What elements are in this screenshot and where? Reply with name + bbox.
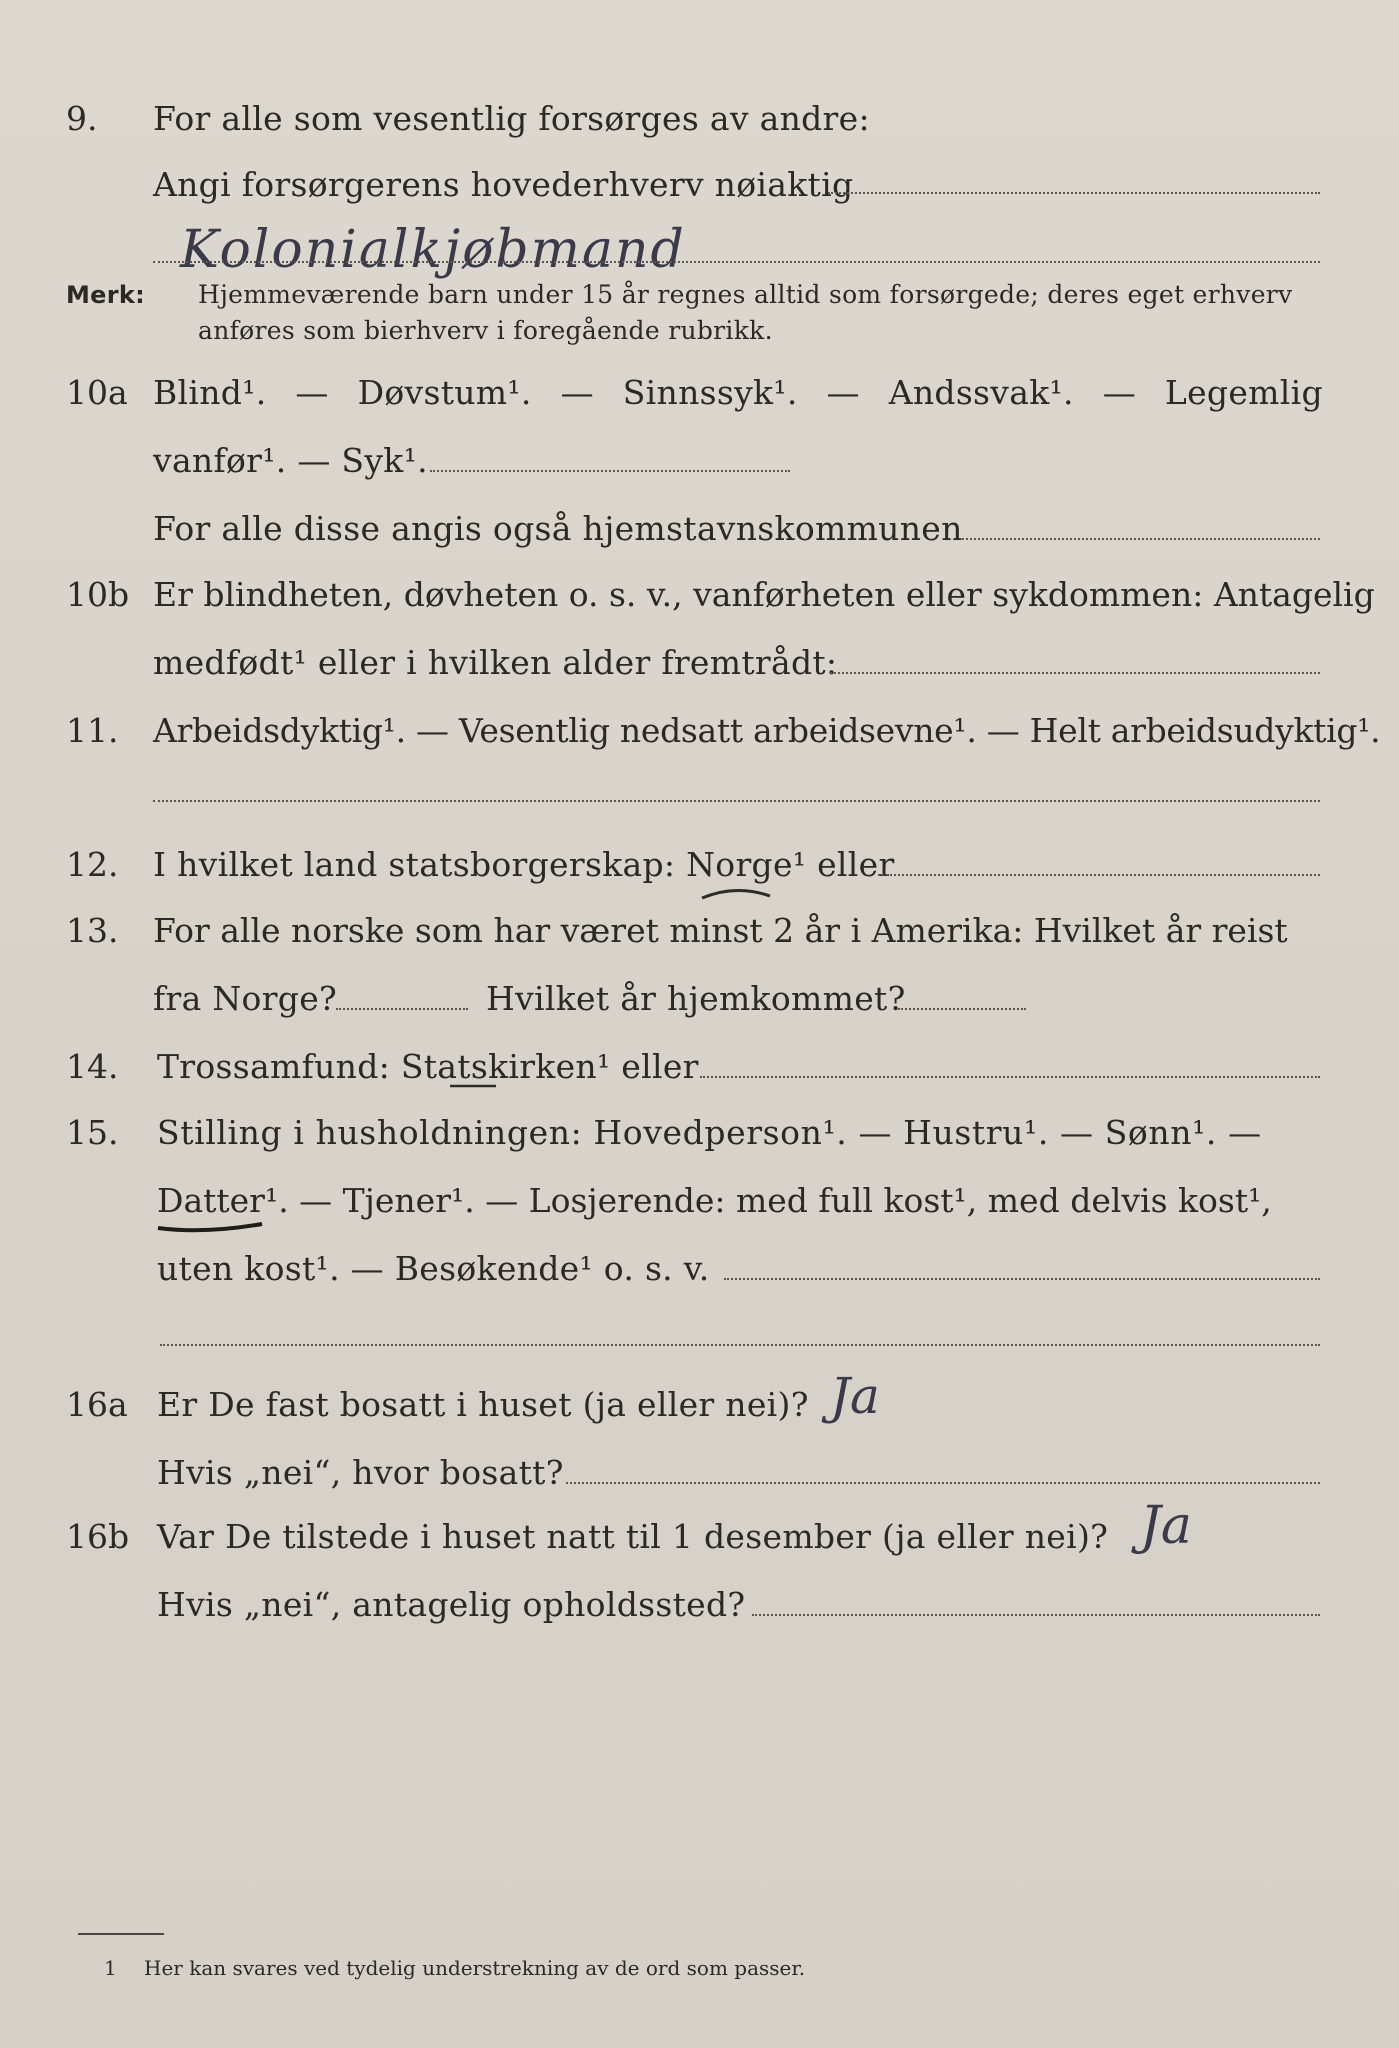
q11-answer-line[interactable]	[153, 800, 1320, 802]
q11-row-2	[0, 766, 1399, 816]
q9-row-2	[0, 160, 1399, 210]
q9-answer-line-2[interactable]	[153, 261, 1320, 263]
q15-row-2	[0, 1176, 1399, 1226]
q12-row	[0, 840, 1399, 890]
q14-statskirken-underline-mark	[448, 1080, 498, 1090]
q13-number: 13.	[66, 911, 119, 950]
q13-text-2a: fra Norge?	[153, 979, 338, 1018]
q16a-row-1	[0, 1367, 1399, 1430]
q16b-number: 16b	[66, 1517, 130, 1556]
q14-number: 14.	[66, 1047, 119, 1086]
q16b-handwritten-answer: Ja	[1140, 1496, 1192, 1556]
q14-row	[0, 1042, 1399, 1092]
q9-row-3	[0, 215, 1399, 285]
q10a-dash-2: —	[560, 373, 594, 412]
footnote-rule	[78, 1933, 164, 1935]
q13-row-2	[0, 974, 1399, 1024]
q10a-answer-line-2[interactable]	[962, 538, 1320, 540]
q16a-answer-line[interactable]	[566, 1482, 1320, 1484]
q10b-text-1: Er blindheten, døvheten o. s. v., vanførheten eller sykdommen: Antagelig	[153, 575, 1375, 614]
q10a-blind[interactable]: Blind¹.	[153, 373, 267, 412]
q10a-number: 10a	[66, 373, 128, 412]
q15-row-4	[0, 1310, 1399, 1360]
q16a-number: 16a	[66, 1385, 128, 1424]
q13-text-2b: Hvilket år hjemkommet?	[486, 979, 906, 1018]
footnote	[104, 1953, 805, 1983]
q10a-dash-4: —	[1102, 373, 1136, 412]
q16b-text-2: Hvis „nei“, antagelig opholdssted?	[157, 1585, 746, 1624]
q11-text-1: Arbeidsdyktig¹. — Vesentlig nedsatt arbeidsevne¹. — Helt arbeidsudyktig¹.	[153, 711, 1381, 750]
q14-answer-line[interactable]	[700, 1076, 1320, 1078]
q16a-row-2	[0, 1448, 1399, 1498]
q9-answer-line-1[interactable]	[828, 192, 1320, 194]
merk-text-1: Hjemmeværende barn under 15 år regnes alltid som forsørgede; deres eget erhverv	[198, 280, 1293, 309]
q15-answer-line-2[interactable]	[160, 1344, 1320, 1346]
q10a-row-3	[0, 504, 1399, 554]
q16b-text-1: Var De tilstede i huset natt til 1 desember (ja eller nei)?	[157, 1517, 1109, 1556]
q15-answer-line-1[interactable]	[724, 1278, 1320, 1280]
q13-row-1	[0, 906, 1399, 956]
q11-number: 11.	[66, 711, 119, 750]
footnote-text: Her kan svares ved tydelig understrekning av de ord som passer.	[144, 1956, 806, 1980]
q9-handwritten-answer: Kolonialkjøbmand	[180, 220, 686, 280]
q9-text-2: Angi forsørgerens hovederhverv nøiaktig	[153, 165, 854, 204]
q13-text-1: For alle norske som har været minst 2 år i Amerika: Hvilket år reist	[153, 911, 1288, 950]
q15-row-1	[0, 1108, 1399, 1158]
q10b-text-2: medfødt¹ eller i hvilken alder fremtrådt:	[153, 643, 838, 682]
q10a-dash-3: —	[826, 373, 860, 412]
q15-datter-underline-mark	[154, 1218, 266, 1234]
q15-number: 15.	[66, 1113, 119, 1152]
q13-answer-line-reist[interactable]	[336, 1008, 468, 1010]
q9-text-1: For alle som vesentlig forsørges av andre:	[153, 99, 870, 138]
q11-row-1	[0, 706, 1399, 756]
q12-number: 12.	[66, 845, 119, 884]
q10a-legemlig[interactable]: Legemlig	[1164, 373, 1323, 412]
q10a-row-2	[0, 436, 1399, 486]
q10a-row-1	[0, 368, 1399, 418]
q10b-number: 10b	[66, 575, 130, 614]
q12-answer-line[interactable]	[878, 874, 1320, 876]
q14-text: Trossamfund: Statskirken¹ eller	[157, 1047, 699, 1086]
q16a-text-1: Er De fast bosatt i huset (ja eller nei)?	[157, 1385, 809, 1424]
q10a-dash-1: —	[295, 373, 329, 412]
q15-text-1: Stilling i husholdningen: Hovedperson¹. — Hustru¹. — Sønn¹. —	[157, 1113, 1262, 1152]
q12-norge-underline-mark	[700, 886, 772, 900]
q10a-options	[153, 368, 1323, 418]
q9-row-1	[0, 94, 1399, 144]
q10b-row-1	[0, 570, 1399, 620]
merk-label: Merk:	[66, 281, 146, 309]
q10a-dovstum[interactable]: Døvstum¹.	[357, 373, 532, 412]
q16a-text-2: Hvis „nei“, hvor bosatt?	[157, 1453, 564, 1492]
q16b-answer-line[interactable]	[752, 1614, 1320, 1616]
q15-text-2: Datter¹. — Tjener¹. — Losjerende: med full kost¹, med delvis kost¹,	[157, 1181, 1272, 1220]
q10a-text-2: vanfør¹. — Syk¹.	[153, 441, 428, 480]
q10a-andssvak[interactable]: Andssvak¹.	[888, 373, 1074, 412]
q16b-row-1	[0, 1496, 1399, 1562]
merk-block	[0, 278, 1399, 348]
q10a-answer-line-1[interactable]	[430, 470, 790, 472]
q10b-row-2	[0, 638, 1399, 688]
q16b-row-2	[0, 1580, 1399, 1630]
q10a-text-3: For alle disse angis også hjemstavnskommunen	[153, 509, 963, 548]
q16a-handwritten-answer: Ja	[830, 1367, 880, 1425]
footnote-marker: 1	[104, 1956, 117, 1980]
merk-text-2: anføres som bierhverv i foregående rubrikk.	[198, 316, 773, 345]
q13-answer-line-hjemkommet[interactable]	[898, 1008, 1026, 1010]
q10b-answer-line[interactable]	[830, 672, 1320, 674]
q12-text: I hvilket land statsborgerskap: Norge¹ eller	[153, 845, 895, 884]
q15-row-3	[0, 1244, 1399, 1294]
q10a-sinnssyk[interactable]: Sinnssyk¹.	[622, 373, 798, 412]
q15-text-3: uten kost¹. — Besøkende¹ o. s. v.	[157, 1249, 710, 1288]
q9-number: 9.	[66, 99, 98, 138]
